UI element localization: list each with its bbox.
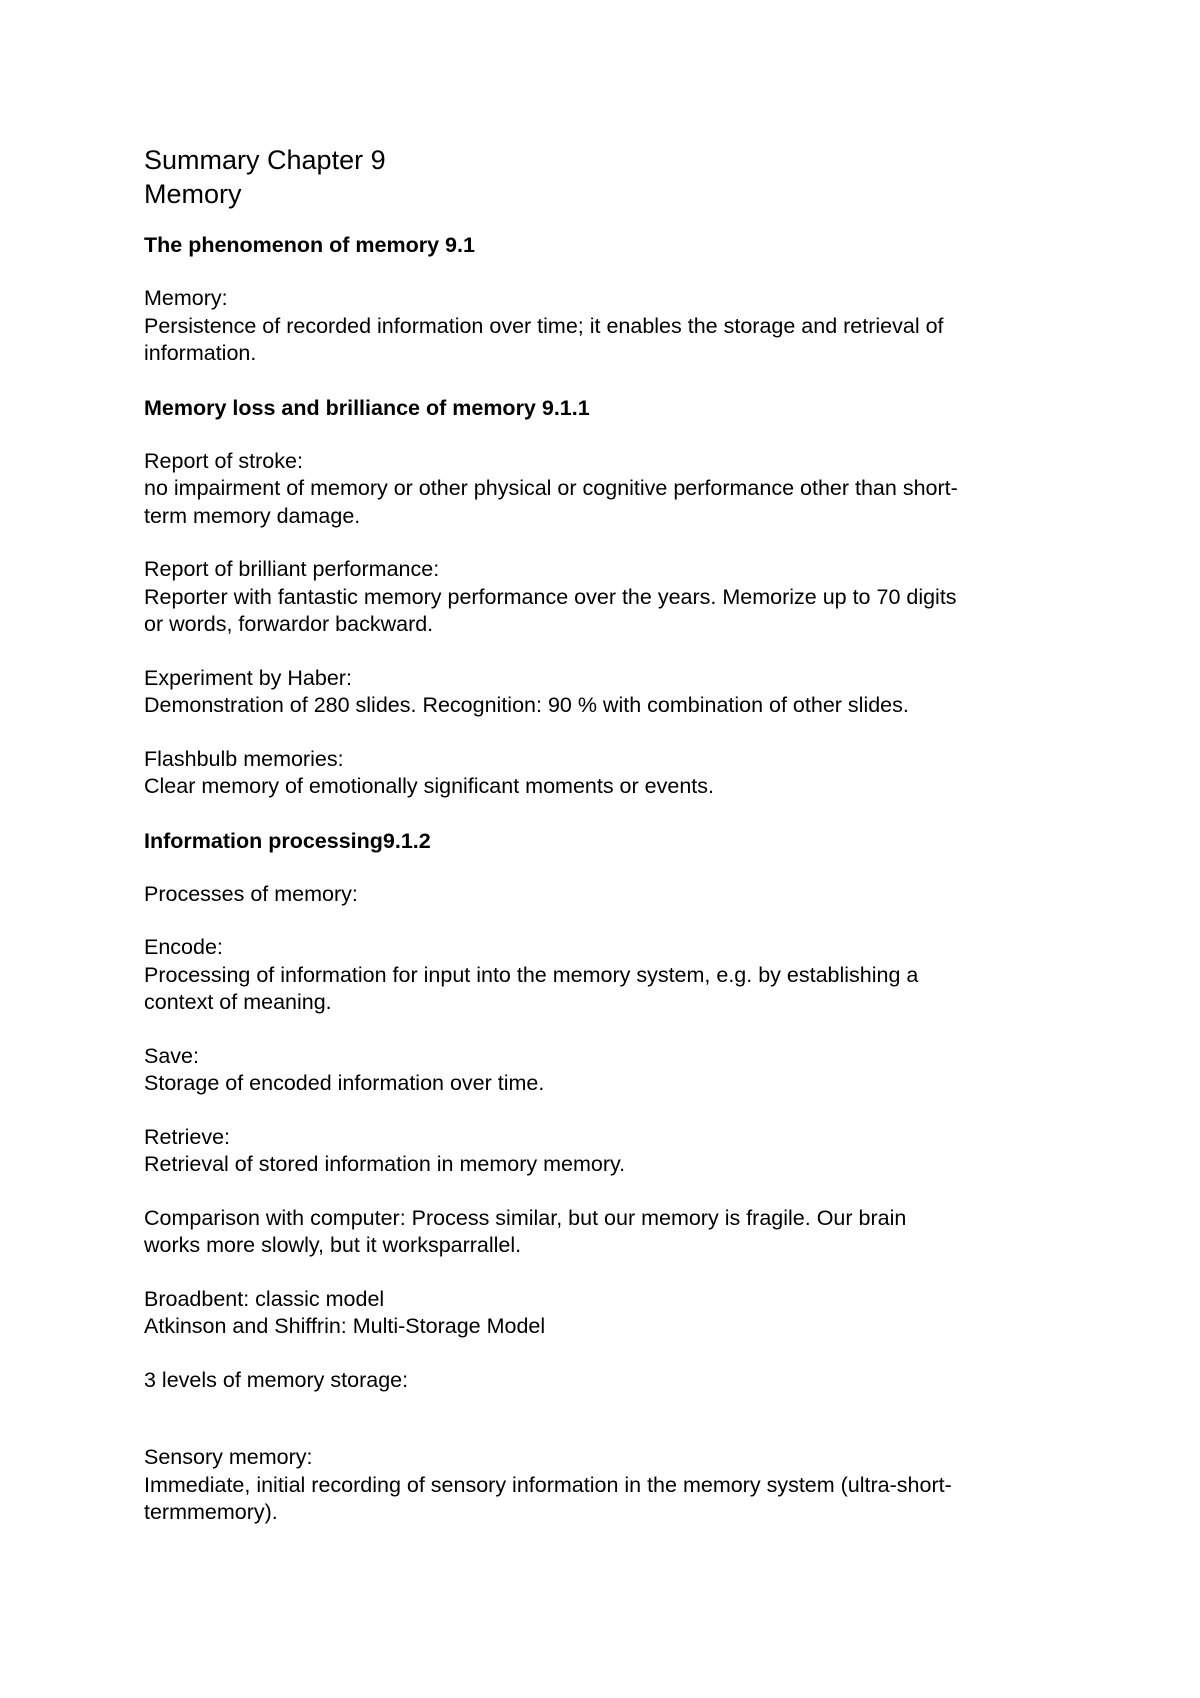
- paragraph: [144, 1286, 1064, 1341]
- paragraph-line: Retrieve:: [144, 1124, 231, 1149]
- paragraph-line: no impairment of memory or other physical or cognitive performance other than short-: [144, 476, 958, 500]
- paragraph-line: Reporter with fantastic memory performance over the years. Memorize up to 70 digits: [144, 584, 957, 609]
- paragraph-line: or words, forwardor backward.: [144, 612, 434, 636]
- title-line-2: Memory: [144, 179, 242, 209]
- paragraph-line: Memory:: [144, 286, 228, 310]
- paragraph-line: Storage of encoded information over time.: [144, 1071, 545, 1095]
- paragraph-line: Atkinson and Shiffrin: Multi-Storage Model: [144, 1314, 546, 1338]
- paragraph-line: context of meaning.: [144, 990, 332, 1014]
- paragraph: [144, 1367, 1064, 1395]
- paragraph: [144, 1124, 1064, 1179]
- paragraph-line: Immediate, initial recording of sensory information in the memory system (ultra-short-: [144, 1472, 952, 1497]
- paragraph: [144, 665, 1064, 720]
- paragraph-line: Save:: [144, 1043, 199, 1068]
- paragraph-line: Processes of memory:: [144, 881, 358, 906]
- paragraph-line: information.: [144, 341, 257, 365]
- paragraph: [144, 881, 1064, 909]
- paragraph: [144, 1043, 1064, 1098]
- paragraph: [144, 556, 1064, 639]
- paragraph-line: Processing of information for input into the memory system, e.g. by establishing a: [144, 962, 919, 987]
- paragraph-line: Encode:: [144, 935, 223, 959]
- paragraph: [144, 448, 1064, 531]
- document-page: [144, 143, 1064, 1527]
- section-heading-9-1-2: Information processing9.1.2: [144, 828, 431, 853]
- document-title: [144, 143, 1064, 211]
- paragraph-line: Broadbent: classic model: [144, 1286, 385, 1311]
- title-line-1: Summary Chapter 9: [144, 145, 386, 175]
- paragraph-line: Comparison with computer: Process similar, but our memory is fragile. Our brain: [144, 1205, 907, 1230]
- paragraph-line: Retrieval of stored information in memory memory.: [144, 1152, 626, 1176]
- paragraph-line: termmemory).: [144, 1500, 278, 1524]
- paragraph: [144, 934, 1064, 1017]
- paragraph-line: Experiment by Haber:: [144, 665, 352, 690]
- paragraph-line: 3 levels of memory storage:: [144, 1367, 409, 1392]
- paragraph: [144, 285, 1064, 368]
- paragraph-line: Report of stroke:: [144, 448, 303, 473]
- paragraph-line: Persistence of recorded information over time; it enables the storage and retrieval of: [144, 313, 944, 338]
- paragraph-line: Demonstration of 280 slides. Recognition: 90 % with combination of other slides.: [144, 693, 909, 717]
- paragraph: [144, 746, 1064, 801]
- paragraph-line: Report of brilliant performance:: [144, 557, 440, 581]
- paragraph-line: works more slowly, but it worksparrallel.: [144, 1233, 522, 1257]
- section-heading-9-1: The phenomenon of memory 9.1: [144, 233, 475, 257]
- section-heading-9-1-1: Memory loss and brilliance of memory 9.1.1: [144, 395, 590, 420]
- paragraph: [144, 1444, 1064, 1527]
- paragraph-line: Flashbulb memories:: [144, 746, 344, 771]
- paragraph: [144, 1205, 1064, 1260]
- paragraph-line: Clear memory of emotionally significant moments or events.: [144, 774, 714, 798]
- paragraph-line: term memory damage.: [144, 503, 361, 528]
- paragraph-line: Sensory memory:: [144, 1445, 313, 1469]
